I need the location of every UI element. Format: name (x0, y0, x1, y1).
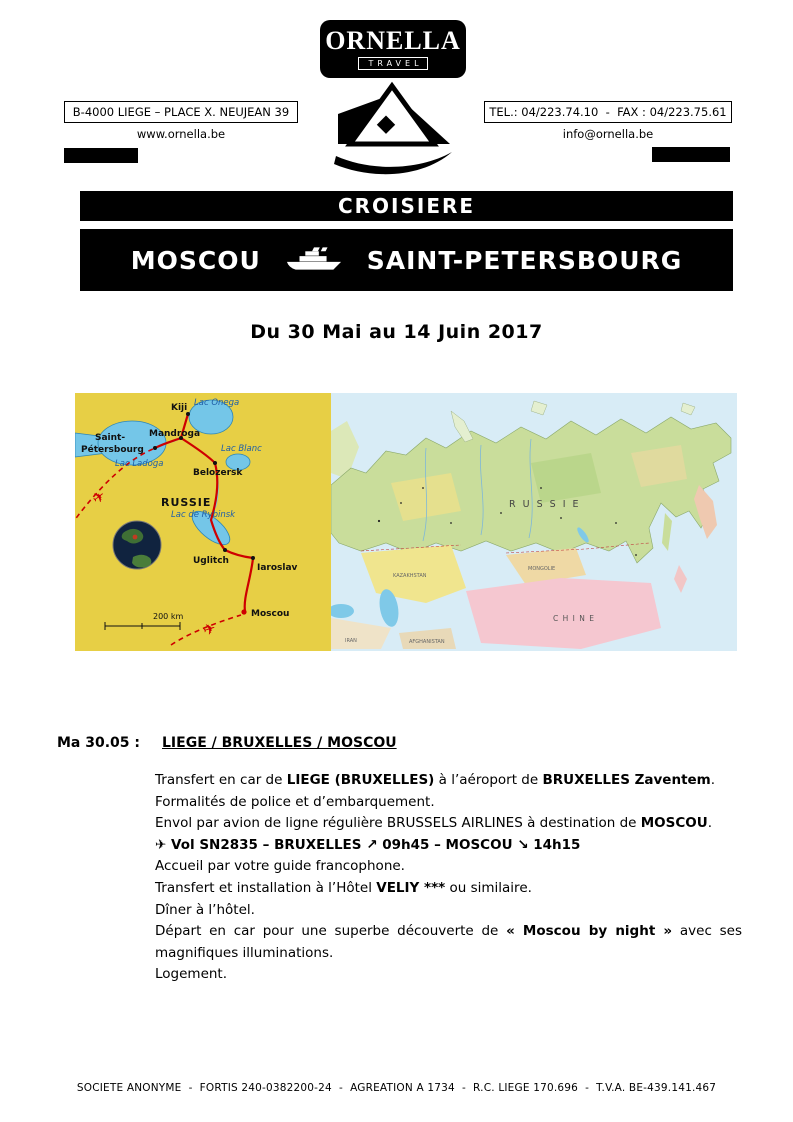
banner-route (80, 229, 733, 291)
itinerary-text-segment: Formalités de police et d’embarquement. (155, 793, 435, 810)
map-label-lac-rybinsk: Lac de Rybinsk (171, 510, 236, 520)
black-bar-left (64, 148, 138, 163)
itinerary-line (155, 835, 742, 857)
itinerary-line (155, 792, 742, 814)
date-title: Du 30 Mai au 14 Juin 2017 (250, 321, 543, 343)
city-dot (251, 556, 255, 560)
itinerary-line (155, 856, 742, 878)
itinerary-text-segment: ↗ (366, 836, 378, 853)
plane-icon: ✈ (88, 486, 110, 509)
map-label-china: C H I N E (553, 614, 595, 623)
itinerary-text-segment: avec ses magnifiques illuminations. (155, 923, 742, 961)
city-dot (153, 446, 157, 450)
black-bar-right (652, 147, 730, 162)
map-label-afghanistan: AFGHANISTAN (409, 639, 445, 645)
maps (75, 393, 737, 651)
itinerary-text-segment: Logement. (155, 966, 228, 983)
itinerary-line (155, 900, 742, 922)
map-label-iaroslav: Iaroslav (257, 563, 298, 573)
map-label-lac-onega: Lac Onega (194, 398, 240, 408)
itinerary-line (155, 921, 742, 964)
contact-box: TEL.: 04/223.74.10 - FAX : 04/223.75.61 (484, 101, 732, 123)
itinerary-lines (155, 770, 742, 986)
map-label-belozersk: Belozersk (193, 468, 243, 478)
itinerary-text-segment: . (710, 772, 716, 788)
logo-graphic-icon (330, 80, 456, 186)
banner-croisiere (80, 191, 733, 221)
itinerary-line (155, 878, 742, 900)
itinerary-text-segment: à l’aéroport de (434, 772, 543, 788)
itinerary-text-segment: Envol par avion de ligne régulière BRUSSELS AIRLINES à destination de (155, 815, 641, 832)
itinerary-text-segment: 09h45 – MOSCOU (377, 836, 518, 853)
map-label-mongolia: MONGOLIE (528, 566, 556, 572)
itinerary-text-segment: BRUXELLES Zaventem (542, 772, 711, 788)
map-label-kazakhstan: KAZAKHSTAN (393, 573, 427, 579)
itinerary-line (155, 770, 742, 792)
russia-overview-map (331, 393, 737, 651)
itinerary-text-segment: 14h15 (528, 836, 581, 853)
banner-croisiere-label: CROISIERE (337, 194, 476, 218)
map-label-petersbourg: Pétersbourg (81, 445, 144, 455)
map-label-mandroga: Mandroga (149, 429, 201, 439)
map-label-moscou: Moscou (251, 609, 290, 619)
map-label-russia: R U S S I E (509, 499, 581, 510)
logo-swoosh (334, 152, 452, 174)
map-label-lac-ladoga: Lac Ladoga (115, 459, 164, 469)
itinerary-text-segment: MOSCOU (640, 815, 708, 832)
day-label: Ma 30.05 : (57, 735, 141, 751)
address-box: B-4000 LIEGE – PLACE X. NEUJEAN 39 (64, 101, 298, 123)
itinerary-text-segment: VELIY *** (376, 879, 446, 896)
ornella-logo (320, 20, 466, 78)
email-text: info@ornella.be (562, 127, 654, 141)
itinerary-text-segment: Transfert et installation à l’Hôtel (155, 879, 377, 896)
itinerary-text-segment: LIEGE (BRUXELLES) (286, 772, 435, 788)
banner-to-label: SAINT-PETERSBOURG (366, 245, 683, 275)
map-label-lac-blanc: Lac Blanc (221, 444, 262, 454)
itinerary-line (155, 964, 742, 986)
map-label-iran: IRAN (345, 638, 357, 644)
map-scale-label: 200 km (153, 612, 184, 621)
globe-icon (113, 521, 161, 569)
itinerary-text-segment: . (707, 815, 713, 832)
itinerary-line (155, 813, 742, 835)
itinerary-text-segment: Vol SN2835 – BRUXELLES (171, 836, 367, 853)
map-label-saint: Saint- (95, 433, 126, 443)
website-text: www.ornella.be (136, 127, 226, 141)
moscow-dot (241, 609, 246, 614)
map-label-kiji: Kiji (171, 403, 188, 413)
map-label-russie: RUSSIE (161, 496, 212, 509)
itinerary-text-segment: ↘ (517, 836, 529, 853)
itinerary-text-segment: Départ en car pour une superbe découverte de (155, 923, 507, 940)
plane-icon: ✈ (200, 618, 219, 640)
map-label-uglitch: Uglitch (193, 556, 229, 566)
itinerary-text-segment: Transfert en car de (155, 772, 287, 788)
city-dot (223, 548, 227, 552)
city-dot (213, 461, 217, 465)
cruise-route-map (75, 393, 331, 651)
itinerary-text-segment: « Moscou by night » (506, 923, 673, 940)
itinerary-text-segment: Dîner à l’hôtel. (155, 901, 255, 918)
itinerary-text-segment: ✈ (155, 836, 172, 853)
day-heading (57, 735, 397, 751)
itinerary-text-segment: ou similaire. (445, 879, 532, 896)
day-title: LIEGE / BRUXELLES / MOSCOU (162, 735, 397, 751)
footer-text: SOCIETE ANONYME - FORTIS 240-0382200-24 - AGREATION A 1734 - R.C. LIEGE 170.696 - T.V.A. BE-439.141.467 (76, 1082, 717, 1094)
logo-sub-travel: TRAVEL (358, 57, 427, 71)
logo-name: ORNELLA (325, 25, 461, 55)
itinerary-text-segment: Accueil par votre guide francophone. (155, 858, 405, 875)
banner-from-label: MOSCOU (130, 245, 261, 275)
ship-icon (285, 247, 343, 273)
